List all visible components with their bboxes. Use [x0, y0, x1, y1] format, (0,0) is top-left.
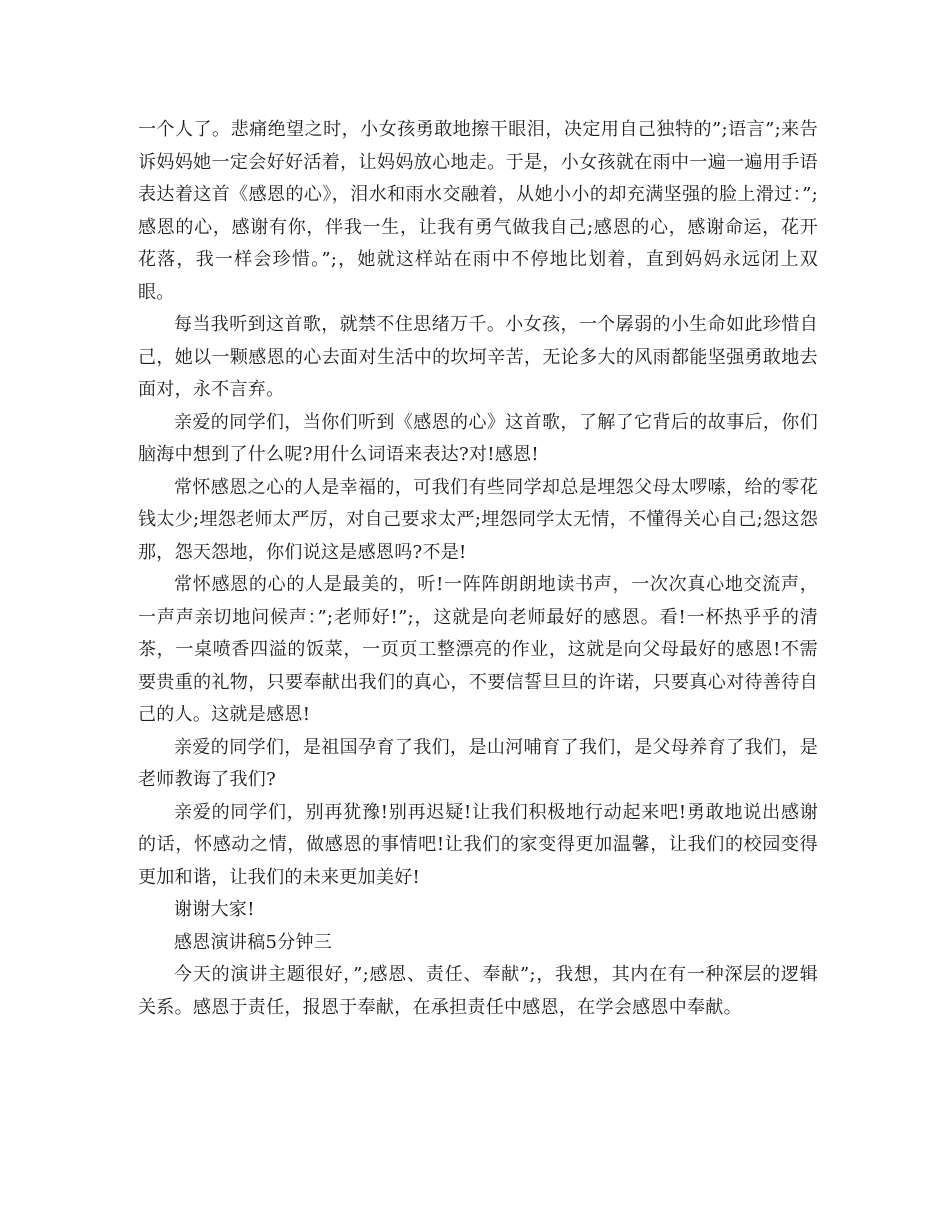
paragraph-complaints: 常怀感恩之心的人是幸福的，可我们有些同学却总是埋怨父母太啰嗦，给的零花钱太少;埋怨老师太严厉，对自己要求太严;埋怨同学太无情，不懂得关心自己;怨这怨那，怨天怨地，你们说这是感恩吗?不是! — [138, 476, 818, 563]
paragraph-nurtured: 亲爱的同学们，是祖国孕育了我们，是山河哺育了我们，是父母养育了我们，是老师教诲了我们? — [138, 736, 818, 790]
paragraph-story-ending: 一个人了。悲痛绝望之时，小女孩勇敢地擦干眼泪，决定用自己独特的”;语言”;来告诉妈妈她一定会好好活着，让妈妈放心地走。于是，小女孩就在雨中一遍一遍用手语表达着这首《感恩的心》，泪水和雨水交融着，从她小小的却充满坚强的脸上滑过：”;感恩的心，感谢有你，伴我一生，让我有勇气做我自己;感恩的心，感谢命运，花开花落，我一样会珍惜。”;，她就这样站在雨中不停地比划着，直到妈妈永远闭上双眼。 — [138, 119, 818, 303]
document-body — [138, 114, 818, 1024]
section-heading: 感恩演讲稿5分钟三 — [174, 931, 333, 953]
paragraph-gratitude-examples: 常怀感恩的心的人是最美的，听!一阵阵朗朗地读书声，一次次真心地交流声，一声声亲切地问候声：”;老师好!”;，这就是向老师最好的感恩。看!一杯热乎乎的清茶，一桌喷香四溢的饭菜，一页页工整漂亮的作业，这就是向父母最好的感恩!不需要贵重的礼物，只要奉献出我们的真心，不要信誓旦旦的许诺，只要真心对待善待自己的人。这就是感恩! — [138, 574, 818, 725]
paragraph-call-to-action: 亲爱的同学们，别再犹豫!别再迟疑!让我们积极地行动起来吧!勇敢地说出感谢的话，怀感动之情，做感恩的事情吧!让我们的家变得更加温馨，让我们的校园变得更加和谐，让我们的未来更加美好! — [138, 801, 818, 888]
paragraph-reflection: 每当我听到这首歌，就禁不住思绪万千。小女孩，一个孱弱的小生命如此珍惜自己，她以一颗感恩的心去面对生活中的坎坷辛苦，无论多大的风雨都能坚强勇敢地去面对，永不言弃。 — [138, 314, 818, 400]
paragraph-speech-topic: 今天的演讲主题很好，”;感恩、责任、奉献”;，我想，其内在有一种深层的逻辑关系。感恩于责任，报恩于奉献，在承担责任中感恩，在学会感恩中奉献。 — [138, 964, 818, 1018]
paragraph-question: 亲爱的同学们，当你们听到《感恩的心》这首歌，了解了它背后的故事后，你们脑海中想到了什么呢?用什么词语来表达?对!感恩! — [138, 411, 818, 465]
paragraph-thanks: 谢谢大家! — [174, 899, 255, 920]
